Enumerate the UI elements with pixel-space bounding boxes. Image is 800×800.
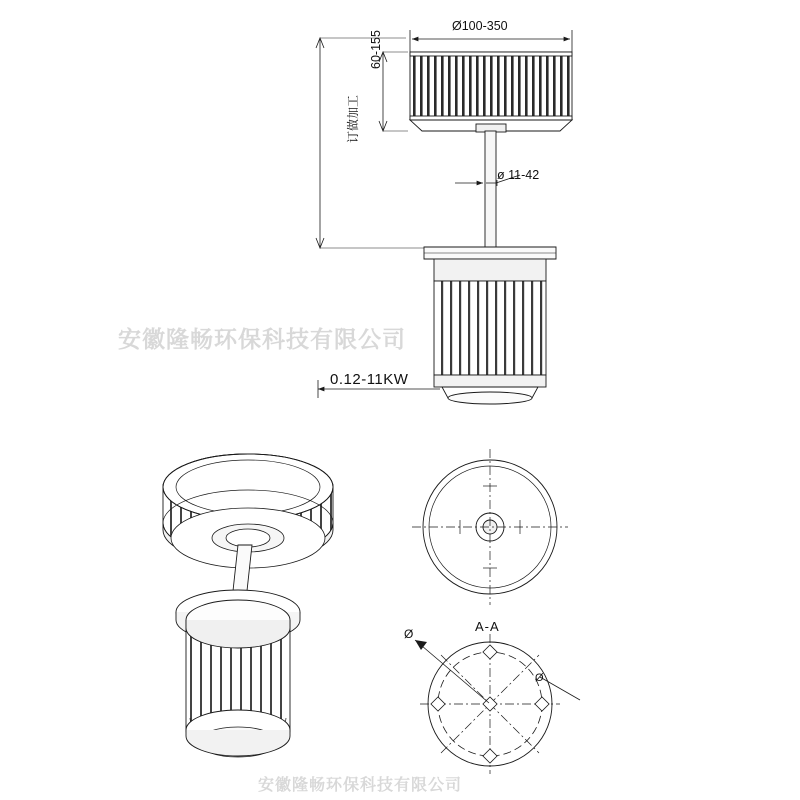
- shaft-top: [485, 131, 496, 247]
- label-order-note: 订做加工: [346, 94, 360, 143]
- section-a-a-view: [412, 449, 568, 605]
- dim-wheel-height: [379, 52, 408, 131]
- label-phi-symbol: Ø: [404, 627, 414, 641]
- label-shaft-diameter: ø 11-42: [497, 168, 540, 182]
- label-height-range: 60-155: [369, 30, 383, 69]
- isometric-assembly-view: [163, 454, 333, 757]
- label-phi-symbol-2: Ø: [535, 672, 544, 684]
- label-diameter-top: Ø100-350: [452, 19, 508, 33]
- dim-diameter-top: [410, 30, 572, 52]
- label-power-range: 0.12-11KW: [330, 371, 409, 388]
- impeller-top: [410, 52, 572, 132]
- watermark-main: 安徽隆畅环保科技有限公司: [118, 327, 406, 353]
- bolt-circle-view: [415, 634, 580, 774]
- motor-flange-top: [424, 247, 556, 259]
- watermark-bottom: 安徽隆畅环保科技有限公司: [258, 775, 463, 794]
- motor-body-top: [434, 259, 546, 404]
- label-section-a-a: A-A: [475, 619, 500, 634]
- iso-motor-body: [186, 600, 290, 757]
